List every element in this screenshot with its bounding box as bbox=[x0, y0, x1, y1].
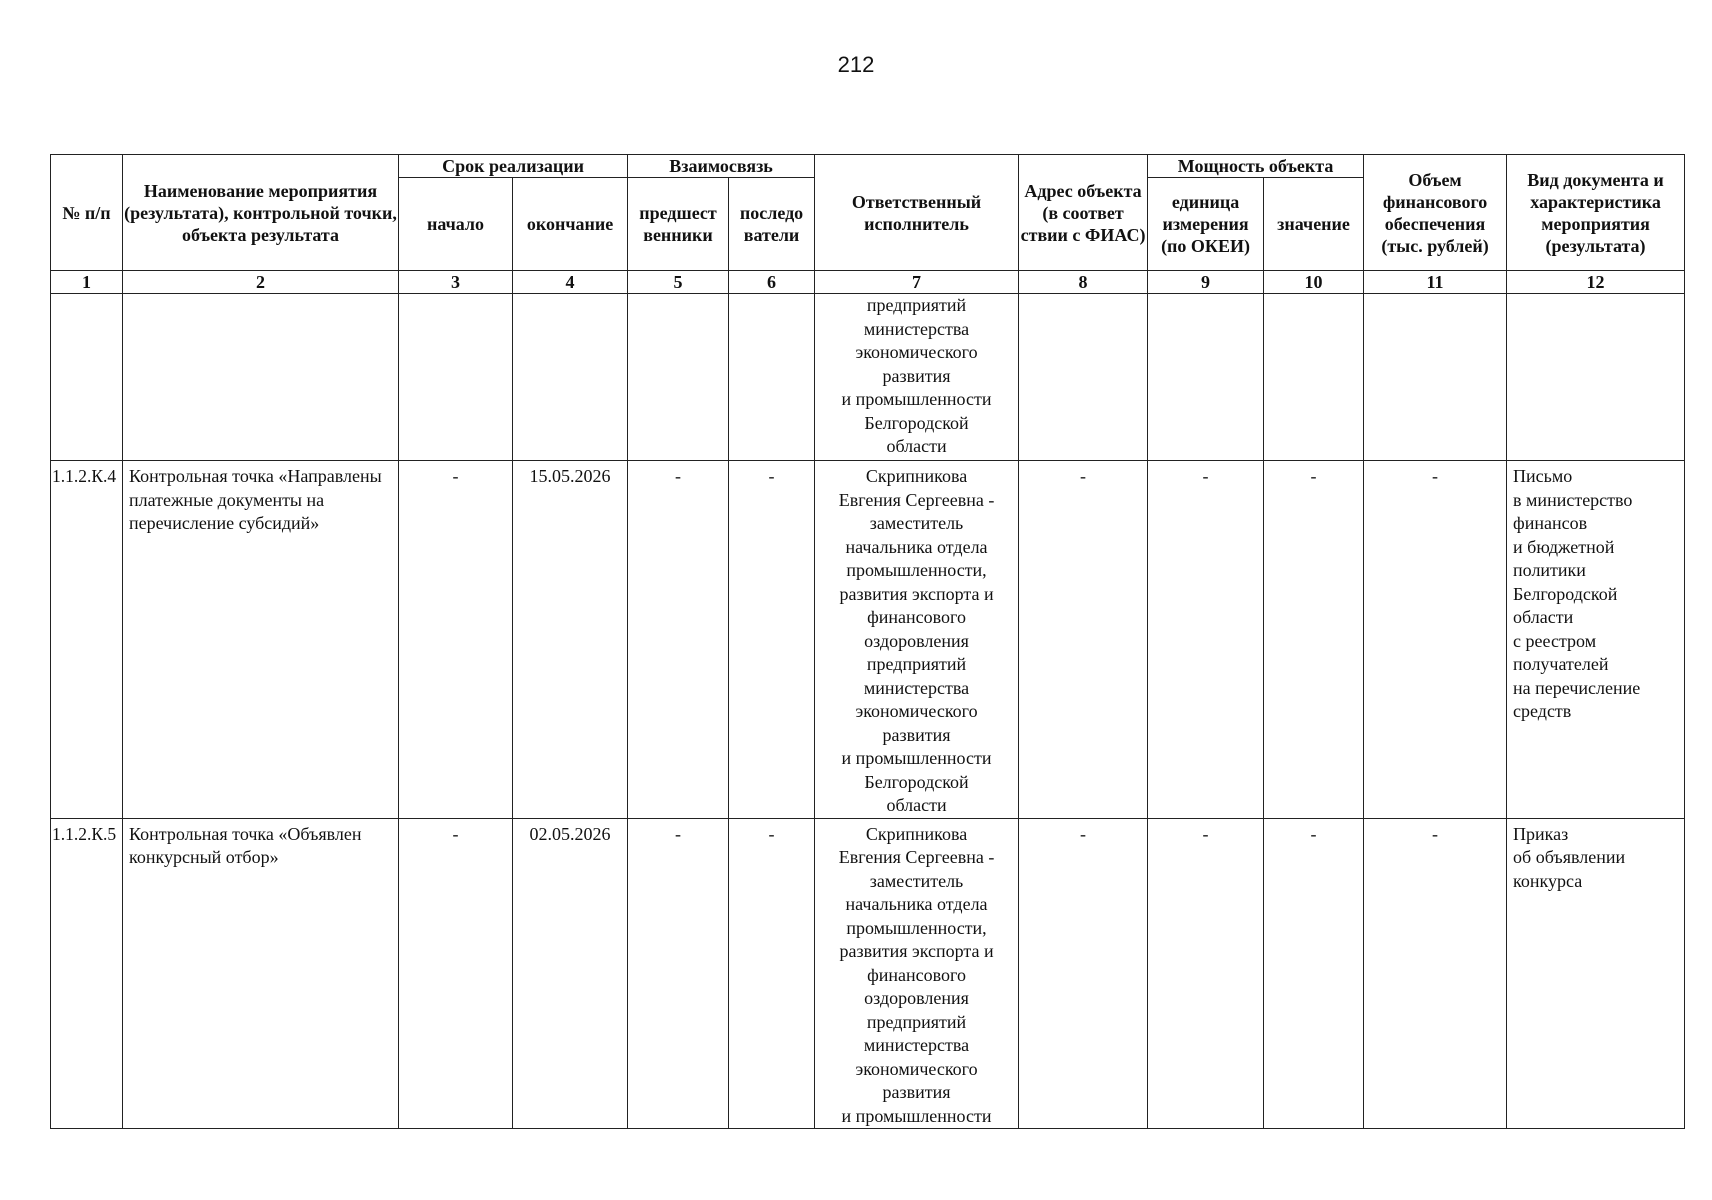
row-successors: - bbox=[729, 461, 815, 819]
text-line: промышленности, bbox=[846, 917, 987, 938]
responsible-text bbox=[818, 294, 1015, 459]
responsible-cell bbox=[815, 294, 1019, 461]
responsible-cell bbox=[815, 461, 1019, 819]
text-line: экономического bbox=[855, 342, 978, 362]
column-number: 5 bbox=[628, 271, 729, 294]
document-text bbox=[1513, 823, 1680, 894]
header-end: окончание bbox=[513, 178, 628, 271]
text-line: и бюджетной bbox=[1513, 536, 1615, 557]
text-line: и промышленности bbox=[841, 748, 992, 768]
text-line: конкурса bbox=[1513, 870, 1583, 891]
text-line: заместитель bbox=[869, 870, 964, 891]
row-successors: - bbox=[729, 818, 815, 1129]
column-number: 8 bbox=[1019, 271, 1148, 294]
row-name: Контрольная точка «Направлены платежные документы на перечисление субсидий» bbox=[123, 461, 399, 819]
header-document: Вид документа и характеристика мероприятия (результата) bbox=[1507, 155, 1685, 271]
header-successors: последо ватели bbox=[729, 178, 815, 271]
row-address: - bbox=[1019, 461, 1148, 819]
column-number: 12 bbox=[1507, 271, 1685, 294]
column-number: 2 bbox=[123, 271, 399, 294]
text-line: Письмо bbox=[1513, 466, 1573, 486]
row-start: - bbox=[399, 818, 513, 1129]
table-header bbox=[51, 155, 1685, 294]
text-line: промышленности, bbox=[846, 560, 987, 580]
text-line: Белгородской bbox=[864, 412, 969, 433]
row-end: 15.05.2026 bbox=[513, 461, 628, 819]
page-number: 212 bbox=[837, 52, 875, 77]
row-finance: - bbox=[1364, 818, 1507, 1129]
row-value: - bbox=[1264, 461, 1364, 819]
row-name: Контрольная точка «Объявлен конкурсный отбор» bbox=[123, 818, 399, 1129]
table-row-continuation bbox=[51, 294, 1685, 461]
text-line: экономического bbox=[855, 1058, 978, 1079]
text-line: области bbox=[1513, 607, 1574, 627]
text-line: области bbox=[886, 795, 947, 815]
document-text bbox=[1513, 465, 1680, 724]
text-line: на перечисление bbox=[1513, 677, 1641, 698]
header-unit: единица измерения (по ОКЕИ) bbox=[1148, 178, 1264, 271]
responsible-cell bbox=[815, 818, 1019, 1129]
text-line: оздоровления bbox=[864, 630, 969, 651]
text-line: средств bbox=[1513, 701, 1572, 721]
text-line: начальника отдела bbox=[845, 536, 988, 557]
text-line: Евгения Сергеевна - bbox=[838, 847, 995, 867]
text-line: министерства bbox=[863, 318, 970, 339]
text-line: и промышленности bbox=[841, 1105, 992, 1126]
text-line: министерства bbox=[863, 677, 970, 698]
column-number: 10 bbox=[1264, 271, 1364, 294]
text-line: финансового bbox=[867, 607, 966, 627]
row-unit: - bbox=[1148, 818, 1264, 1129]
table-row bbox=[51, 818, 1685, 1129]
text-line: и промышленности bbox=[841, 389, 992, 409]
text-line: предприятий bbox=[866, 295, 967, 315]
column-number: 11 bbox=[1364, 271, 1507, 294]
column-number: 7 bbox=[815, 271, 1019, 294]
header-name: Наименование мероприятия (результата), контрольной точки, объекта результата bbox=[123, 155, 399, 271]
row-code: 1.1.2.К.5 bbox=[51, 818, 123, 1129]
document-cell bbox=[1507, 461, 1685, 819]
responsible-text bbox=[818, 465, 1015, 818]
text-line: развития экспорта и bbox=[839, 583, 994, 604]
text-line: предприятий bbox=[866, 1011, 967, 1032]
text-line: предприятий bbox=[866, 654, 967, 674]
row-unit: - bbox=[1148, 461, 1264, 819]
column-number: 3 bbox=[399, 271, 513, 294]
column-number: 1 bbox=[51, 271, 123, 294]
text-line: области bbox=[886, 436, 947, 456]
column-number: 9 bbox=[1148, 271, 1264, 294]
text-line: об объявлении bbox=[1513, 847, 1626, 867]
plan-table bbox=[50, 154, 1685, 1129]
row-start: - bbox=[399, 461, 513, 819]
row-end: 02.05.2026 bbox=[513, 818, 628, 1129]
row-finance: - bbox=[1364, 461, 1507, 819]
column-number-row bbox=[51, 271, 1685, 294]
text-line: начальника отдела bbox=[845, 894, 988, 914]
row-predecessors: - bbox=[628, 818, 729, 1129]
header-number: № п/п bbox=[51, 155, 123, 271]
text-line: экономического bbox=[855, 701, 978, 721]
text-line: Скрипникова bbox=[865, 823, 968, 844]
header-finance: Объем финансового обеспечения (тыс. рублей) bbox=[1364, 155, 1507, 271]
header-term-group: Срок реализации bbox=[399, 155, 628, 178]
header-start: начало bbox=[399, 178, 513, 271]
text-line: с реестром bbox=[1513, 630, 1597, 651]
text-line: Евгения Сергеевна - bbox=[838, 489, 995, 510]
row-code: 1.1.2.К.4 bbox=[51, 461, 123, 819]
text-line: Скрипникова bbox=[865, 466, 968, 486]
header-predecessors: предшест венники bbox=[628, 178, 729, 271]
text-line: финансов bbox=[1513, 513, 1588, 533]
column-number: 4 bbox=[513, 271, 628, 294]
responsible-text bbox=[818, 823, 1015, 1129]
column-number: 6 bbox=[729, 271, 815, 294]
header-power-group: Мощность объекта bbox=[1148, 155, 1364, 178]
text-line: Приказ bbox=[1513, 823, 1569, 844]
row-address: - bbox=[1019, 818, 1148, 1129]
text-line: развития экспорта и bbox=[839, 941, 994, 961]
text-line: Белгородской bbox=[864, 771, 969, 792]
text-line: развития bbox=[882, 365, 951, 386]
document-cell bbox=[1507, 818, 1685, 1129]
text-line: получателей bbox=[1513, 654, 1609, 674]
text-line: министерства bbox=[863, 1035, 970, 1055]
row-predecessors: - bbox=[628, 461, 729, 819]
header-link-group: Взаимосвязь bbox=[628, 155, 815, 178]
text-line: финансового bbox=[867, 964, 966, 985]
text-line: в министерство bbox=[1513, 489, 1633, 510]
table-row bbox=[51, 461, 1685, 819]
header-responsible: Ответственный исполнитель bbox=[815, 155, 1019, 271]
header-value: значение bbox=[1264, 178, 1364, 271]
text-line: Белгородской bbox=[1513, 583, 1618, 604]
text-line: заместитель bbox=[869, 513, 964, 533]
row-value: - bbox=[1264, 818, 1364, 1129]
text-line: оздоровления bbox=[864, 988, 969, 1008]
text-line: развития bbox=[882, 1082, 951, 1102]
text-line: развития bbox=[882, 724, 951, 745]
text-line: политики bbox=[1513, 560, 1586, 580]
header-address: Адрес объекта (в соответ ствии с ФИАС) bbox=[1019, 155, 1148, 271]
